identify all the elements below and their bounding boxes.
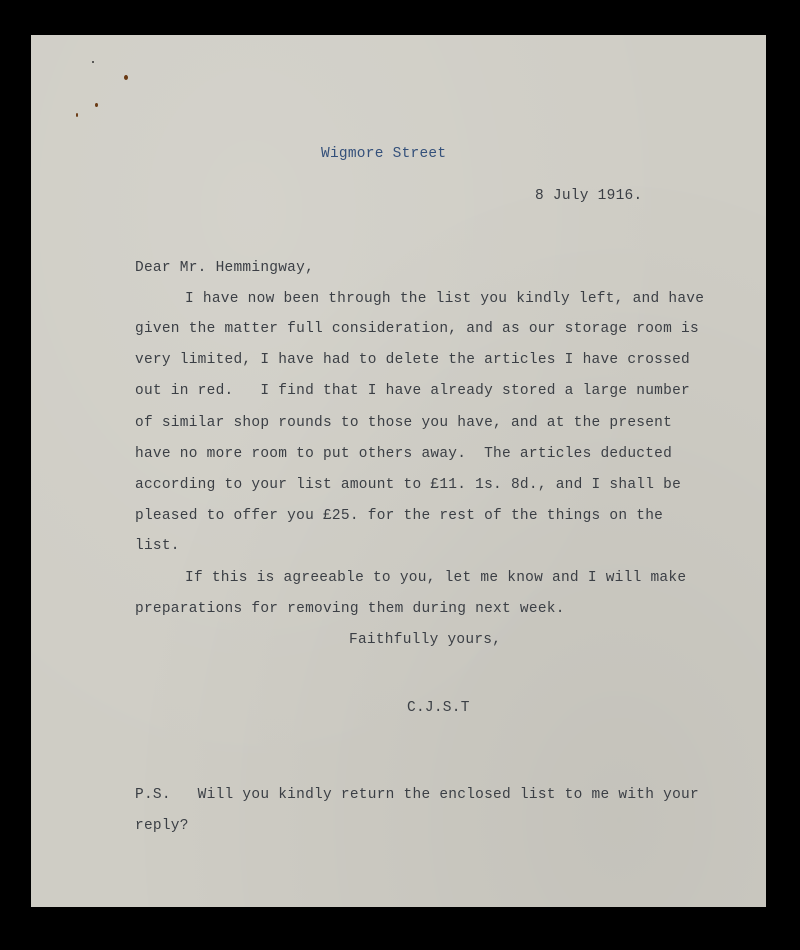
date-line: 8 July 1916. <box>535 188 643 204</box>
body-line: list. <box>135 538 180 554</box>
body-line: pleased to offer you £25. for the rest of the things on the <box>135 508 664 524</box>
body-line: have no more room to put others away. The articles deducted <box>135 446 673 462</box>
body-line: given the matter full consideration, and as our storage room is <box>135 321 699 337</box>
signature-initials: C.J.S.T <box>407 700 470 716</box>
body-line: preparations for removing them during next week. <box>135 601 565 617</box>
body-line: out in red. I find that I have already stored a large number <box>135 383 690 399</box>
body-line: of similar shop rounds to those you have, and at the present <box>135 415 673 431</box>
ink-stain <box>92 61 94 63</box>
letter-page <box>31 35 766 907</box>
postscript-line: reply? <box>135 818 189 834</box>
closing: Faithfully yours, <box>349 632 502 648</box>
body-line: very limited, I have had to delete the articles I have crossed <box>135 352 690 368</box>
body-line: If this is agreeable to you, let me know and I will make <box>185 570 687 586</box>
ink-stain <box>124 75 128 80</box>
ink-stain <box>95 103 98 107</box>
ink-stain <box>76 113 78 117</box>
body-line: I have now been through the list you kindly left, and have <box>185 291 705 307</box>
address-line: Wigmore Street <box>321 146 447 162</box>
salutation: Dear Mr. Hemmingway, <box>135 260 315 276</box>
postscript-line: P.S. Will you kindly return the enclosed list to me with your <box>135 787 699 803</box>
body-line: according to your list amount to £11. 1s. 8d., and I shall be <box>135 477 682 493</box>
